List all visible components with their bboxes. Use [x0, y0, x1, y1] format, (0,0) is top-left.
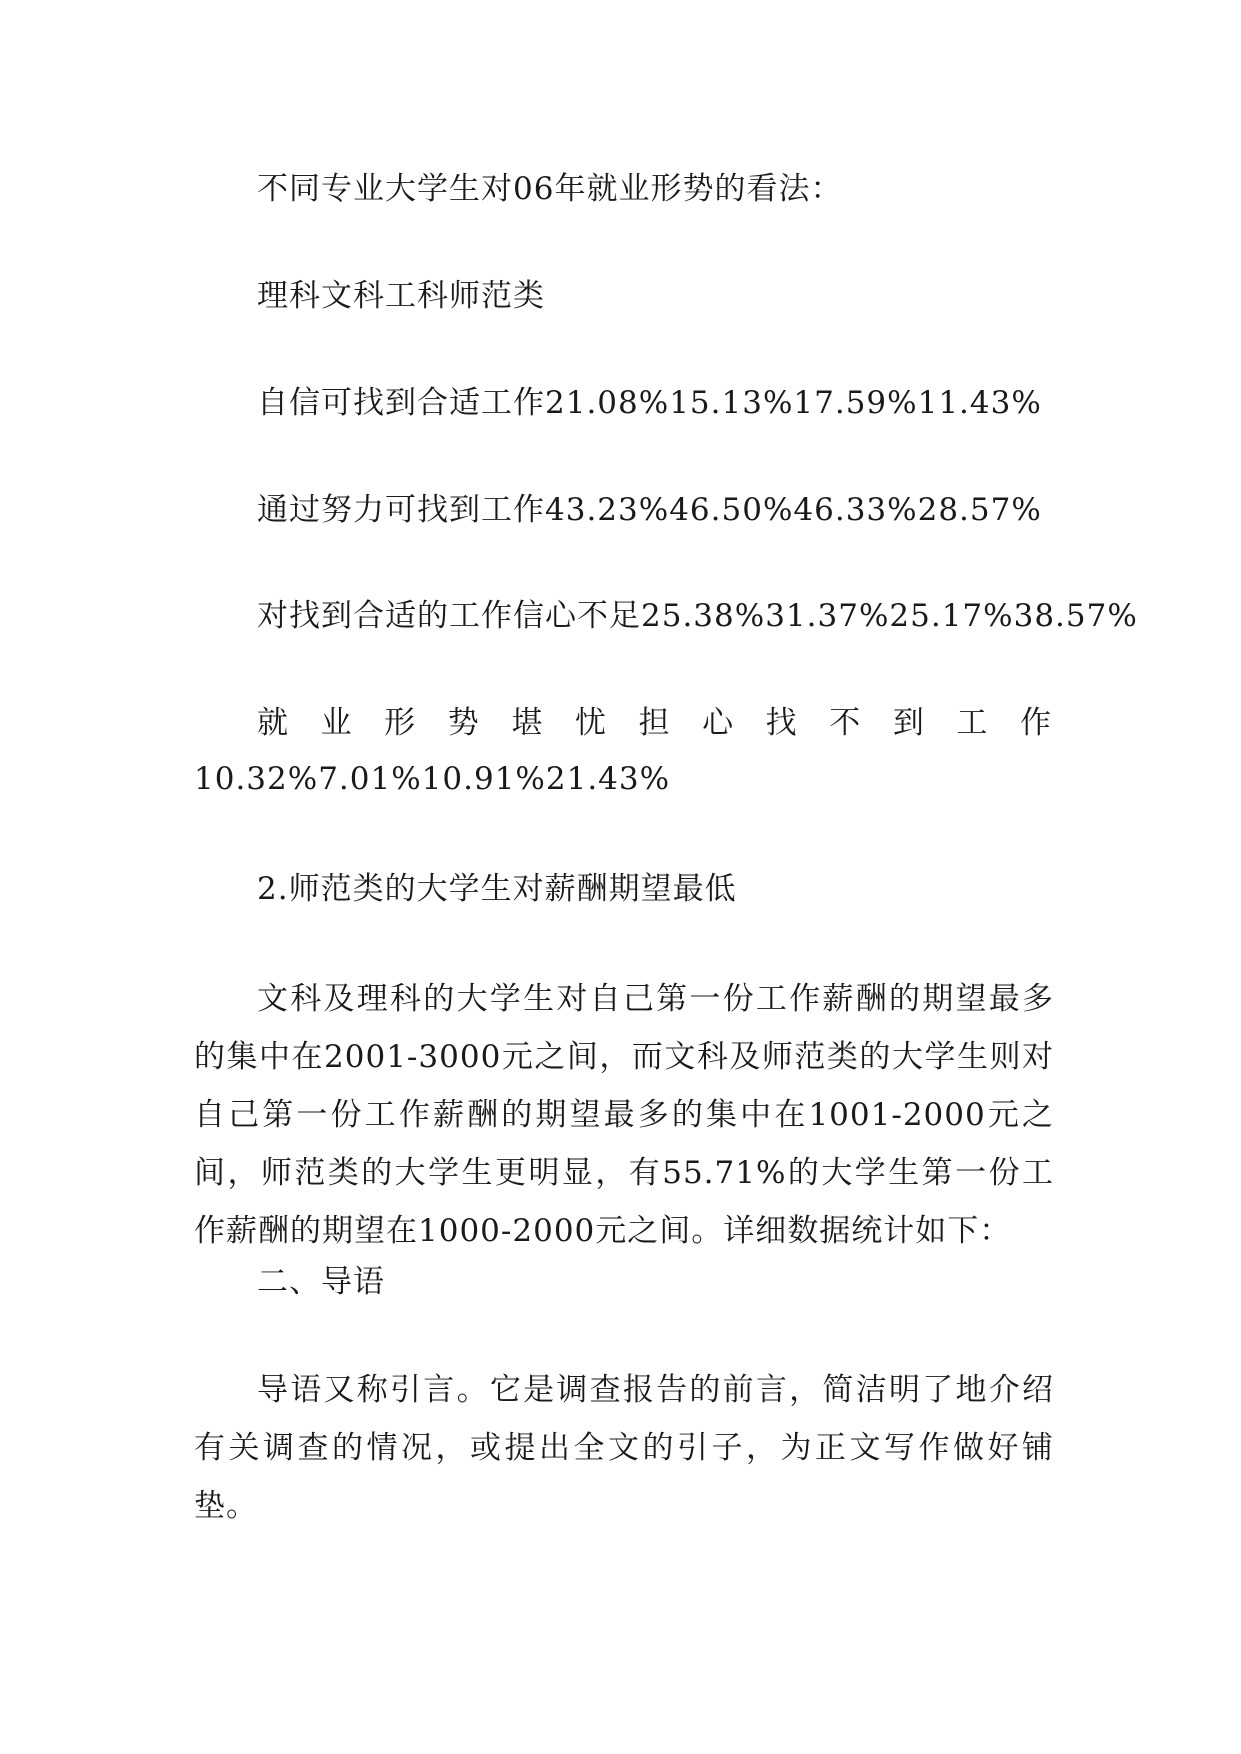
survey-title-line: 不同专业大学生对06年就业形势的看法： [257, 171, 843, 207]
table-row-confident: 自信可找到合适工作21.08%15.13%17.59%11.43% [257, 385, 1042, 421]
paragraph-salary: 文科及理科的大学生对自己第一份工作薪酬的期望最多的集中在2001-3000元之间，而文科及师范类的大学生则对自己第一份工作薪酬的期望最多的集中在1001-2000元之间，师范类的大学生更明显，有55.71%的大学生第一份工作薪酬的期望在1000-2000元之间。详细数据统计如下： [194, 981, 1054, 1249]
table-row-effort: 通过努力可找到工作43.23%46.50%46.33%28.57% [257, 492, 1042, 528]
section-heading-intro: 二、导语 [257, 1264, 385, 1300]
paragraph-intro: 导语又称引言。它是调查报告的前言，简洁明了地介绍有关调查的情况，或提出全文的引子，为正文写作做好铺垫。 [194, 1372, 1054, 1524]
subheading-salary: 2.师范类的大学生对薪酬期望最低 [257, 871, 737, 907]
table-row-worry-label: 就 业 形 势 堪 忧 担 心 找 不 到 工 作 [257, 705, 1052, 741]
table-row-low-confidence: 对找到合适的工作信心不足25.38%31.37%25.17%38.57% [257, 598, 1138, 634]
table-header-line: 理科文科工科师范类 [257, 278, 545, 314]
table-row-worry-values: 10.32%7.01%10.91%21.43% [194, 761, 671, 797]
